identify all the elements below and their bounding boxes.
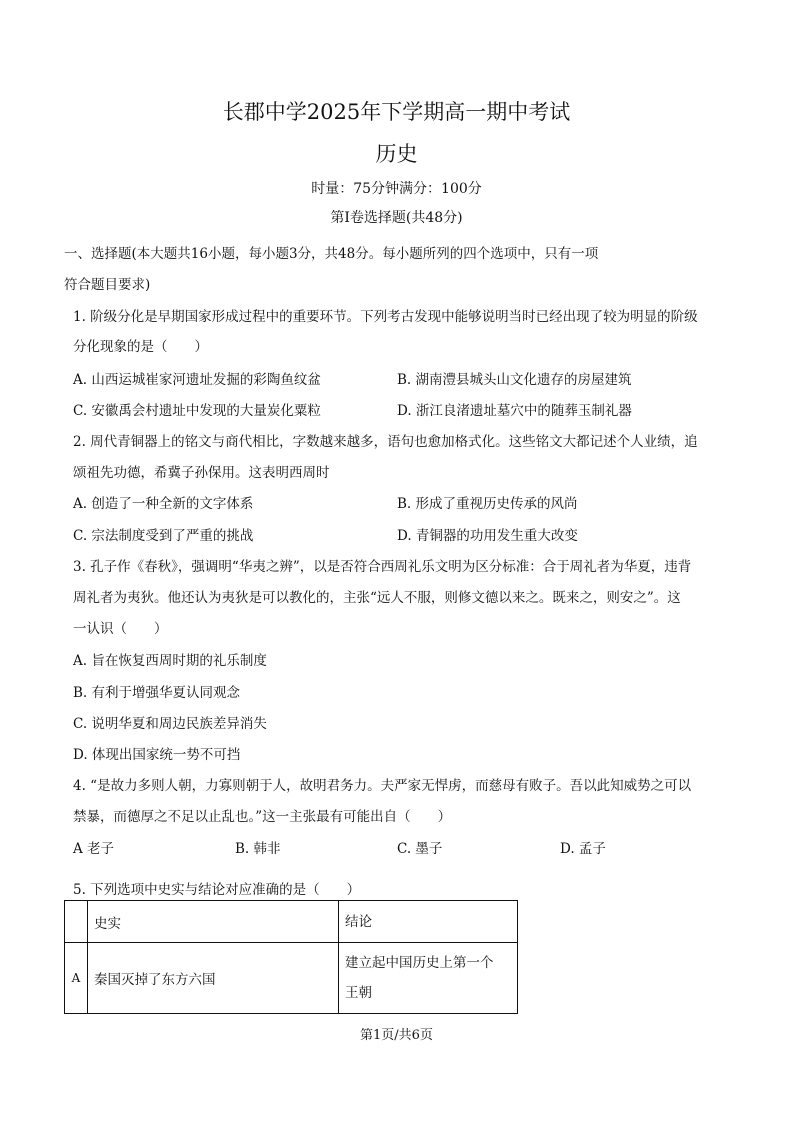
q4-option-c: C. 墨子 [397,841,443,857]
q1-stem-line2: 分化现象的是（ ） [73,339,208,355]
table-cell-fact: 秦国灭掉了东方六国 [88,943,339,1014]
section-instruction-line2: 符合题目要求) [64,277,151,293]
q2-option-a: A. 创造了一种全新的文字体系 [73,496,254,512]
q1-option-a: A. 山西运城崔家河遗址发掘的彩陶鱼纹盆 [73,372,321,388]
q5-table [64,900,518,1014]
q4-option-b: B. 韩非 [235,841,281,857]
conclusion-line2: 王朝 [345,985,372,1001]
q4-stem-line2: 禁暴，而德厚之不足以止乱也。”这一主张最有可能出自（ ） [73,809,452,825]
q2-option-b: B. 形成了重视历史传承的风尚 [397,496,578,512]
table-header-cell: 结论 [339,901,518,943]
volume-heading: 第Ⅰ卷选择题(共48分) [330,210,463,226]
q1-stem-line1: 1. 阶级分化是早期国家形成过程中的重要环节。下列考古发现中能够说明当时已经出现了较为明显的阶级 [73,309,698,325]
q2-stem-line2: 颂祖先功德，希冀子孙保用。这表明西周时 [73,465,330,481]
subject-title: 历史 [375,142,418,166]
q4-stem-line1: 4. “是故力多则人朝，力寡则朝于人，故明君务力。夫严家无悍虏，而慈母有败子。吾以此知威势之可以 [73,778,692,794]
table-row [65,943,518,1014]
q3-option-b: B. 有利于增强华夏认同观念 [73,685,241,701]
table-cell-conclusion [339,943,518,1014]
page-number: 第1页/共6页 [360,1028,433,1043]
q3-stem-line1: 3. 孔子作《春秋》，强调明“华夷之辨”，以是否符合西周礼乐文明为区分标准：合于周礼者为华夏，违背 [73,559,692,575]
table-header-cell: 史实 [88,901,339,943]
conclusion-line1: 建立起中国历史上第一个 [345,955,494,971]
q2-stem-line1: 2. 周代青铜器上的铭文与商代相比，字数越来越多，语句也愈加格式化。这些铭文大都记述个人业绩，追 [73,434,698,450]
q5-stem: 5. 下列选项中史实与结论对应准确的是（ ） [73,882,361,898]
q3-option-d: D. 体现出国家统一势不可挡 [73,747,241,763]
q2-option-c: C. 宗法制度受到了严重的挑战 [73,528,254,544]
q3-stem-line2: 周礼者为夷狄。他还认为夷狄是可以教化的，主张“远人不服，则修文德以来之。既来之，则安之”。这 [73,590,681,606]
exam-title: 长郡中学2025年下学期高一期中考试 [222,100,571,124]
section-instruction-line1: 一、选择题(本大题共16小题，每小题3分，共48分。每小题所列的四个选项中，只有一项 [64,246,599,262]
table-header-row [65,901,518,943]
table-row-label: A [65,943,88,1014]
q3-option-a: A. 旨在恢复西周时期的礼乐制度 [73,653,267,669]
q3-option-c: C. 说明华夏和周边民族差异消失 [73,716,267,732]
q2-option-d: D. 青铜器的功用发生重大改变 [397,528,578,544]
q1-option-d: D. 浙江良渚遗址墓穴中的随葬玉制礼器 [397,403,632,419]
q4-option-a: A 老子 [73,841,115,857]
time-score-info: 时量：75分钟满分：100分 [311,181,482,197]
q4-option-d: D. 孟子 [560,841,606,857]
table-header-cell [65,901,88,943]
q1-option-b: B. 湖南澧县城头山文化遗存的房屋建筑 [397,372,632,388]
q3-stem-line3: 一认识（ ） [73,621,168,637]
q1-option-c: C. 安徽禹会村遗址中发现的大量炭化粟粒 [73,403,321,419]
